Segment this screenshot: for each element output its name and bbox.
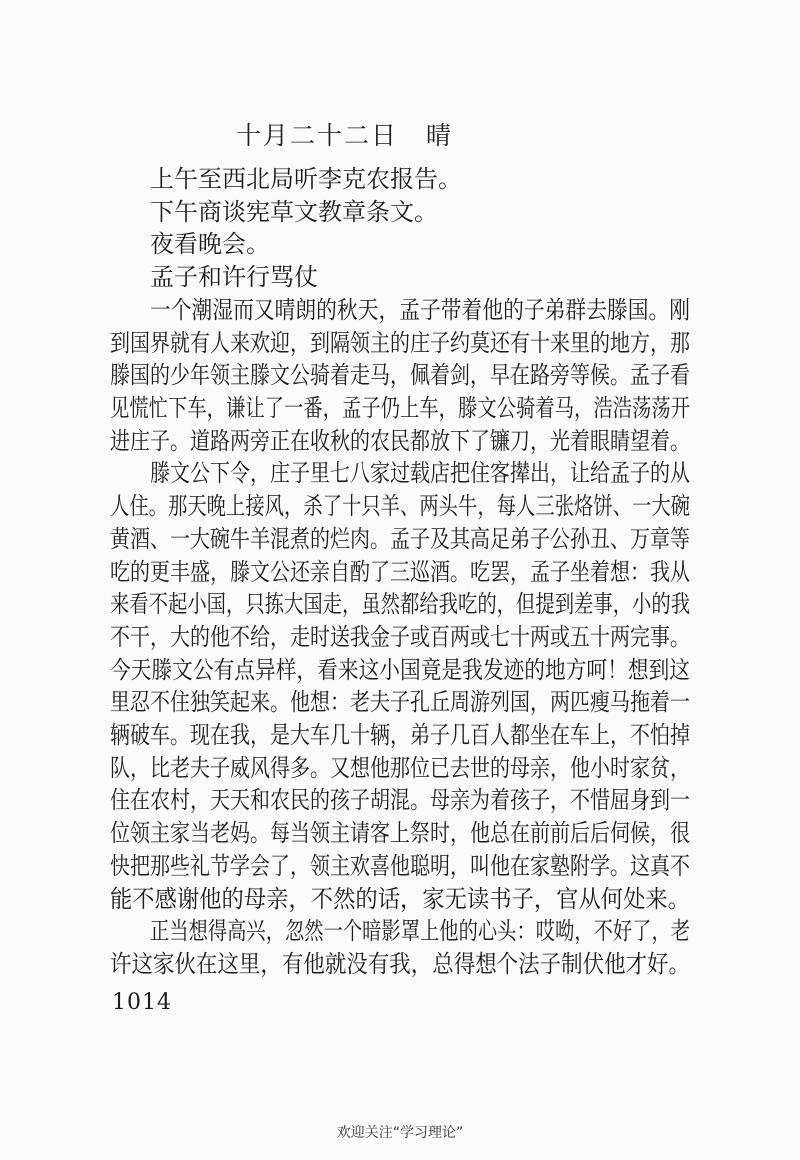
page-number: 1014 [112, 990, 172, 1015]
text-line: 滕国的少年领主滕文公骑着走马，佩着剑，早在路旁等候。孟子看 [110, 361, 690, 389]
text-line: 住在农村，天天和农民的孩子胡混。母亲为着孩子，不惜屈身到一 [110, 786, 690, 814]
text-line: 黄酒、一大碗牛羊混煮的烂肉。孟子及其高足弟子公孙丑、万章等 [110, 525, 690, 553]
text-line: 里忍不住独笑起来。他想：老夫子孔丘周游列国，两匹瘦马拖着一 [110, 688, 690, 716]
entry-line: 上午至西北局听李克农报告。 [150, 165, 462, 193]
diary-heading [236, 116, 453, 152]
text-line: 位领主家当老妈。每当领主请客上祭时，他总在前前后后伺候，很 [110, 819, 690, 847]
text-line: 不干，大的他不给，走时送我金子或百两或七十两或五十两完事。 [110, 623, 690, 651]
diary-weather: 晴 [426, 121, 454, 150]
text-line: 见慌忙下车，谦让了一番，孟子仍上车，滕文公骑着马，浩浩荡荡开 [110, 394, 691, 422]
text-line: 队，比老夫子威风得多。又想他那位已去世的母亲，他小时家贫， [110, 754, 690, 782]
text-line: 来看不起小国，只拣大国走，虽然都给我吃的，但提到差事，小的我 [110, 590, 691, 618]
text-line: 一个潮湿而又晴朗的秋天，孟子带着他的子弟群去滕国。刚 [150, 296, 691, 324]
text-line: 滕文公下令，庄子里七八家过载店把住客撵出，让给孟子的从 [150, 459, 690, 487]
text-line: 快把那些礼节学会了，领主欢喜他聪明，叫他在家塾附学。这真不 [110, 852, 690, 880]
text-line: 进庄子。道路两旁正在收秋的农民都放下了镰刀，光着眼睛望着。 [110, 427, 690, 455]
entry-line: 下午商谈宪草文教章条文。 [150, 198, 438, 226]
text-line: 能不感谢他的母亲，不然的话，家无读书子，官从何处来。 [110, 885, 691, 913]
text-line: 吃的更丰盛，滕文公还亲自酌了三巡酒。吃罢，孟子坐着想：我从 [110, 558, 690, 586]
text-line: 辆破车。现在我，是大车几十辆，弟子几百人都坐在车上，不怕掉 [110, 721, 690, 749]
text-line: 到国界就有人来欢迎，到隔领主的庄子约莫还有十来里的地方，那 [110, 329, 690, 357]
text-line: 许这家伙在这里，有他就没有我，总得想个法子制伏他才好。 [110, 950, 691, 978]
text-line: 正当想得高兴，忽然一个暗影罩上他的心头：哎呦，不好了，老 [150, 917, 691, 945]
diary-date: 十月二十二日 [236, 121, 399, 150]
entry-line: 孟子和许行骂仗 [150, 263, 318, 291]
entry-line: 夜看晚会。 [150, 230, 270, 258]
footer-caption: 欢迎关注“学习理论” [336, 1125, 464, 1141]
text-line: 今天滕文公有点异样，看来这小国竟是我发迹的地方呵！想到这 [110, 656, 691, 684]
text-line: 人住。那天晚上接风，杀了十只羊、两头牛，每人三张烙饼、一大碗 [110, 492, 691, 520]
